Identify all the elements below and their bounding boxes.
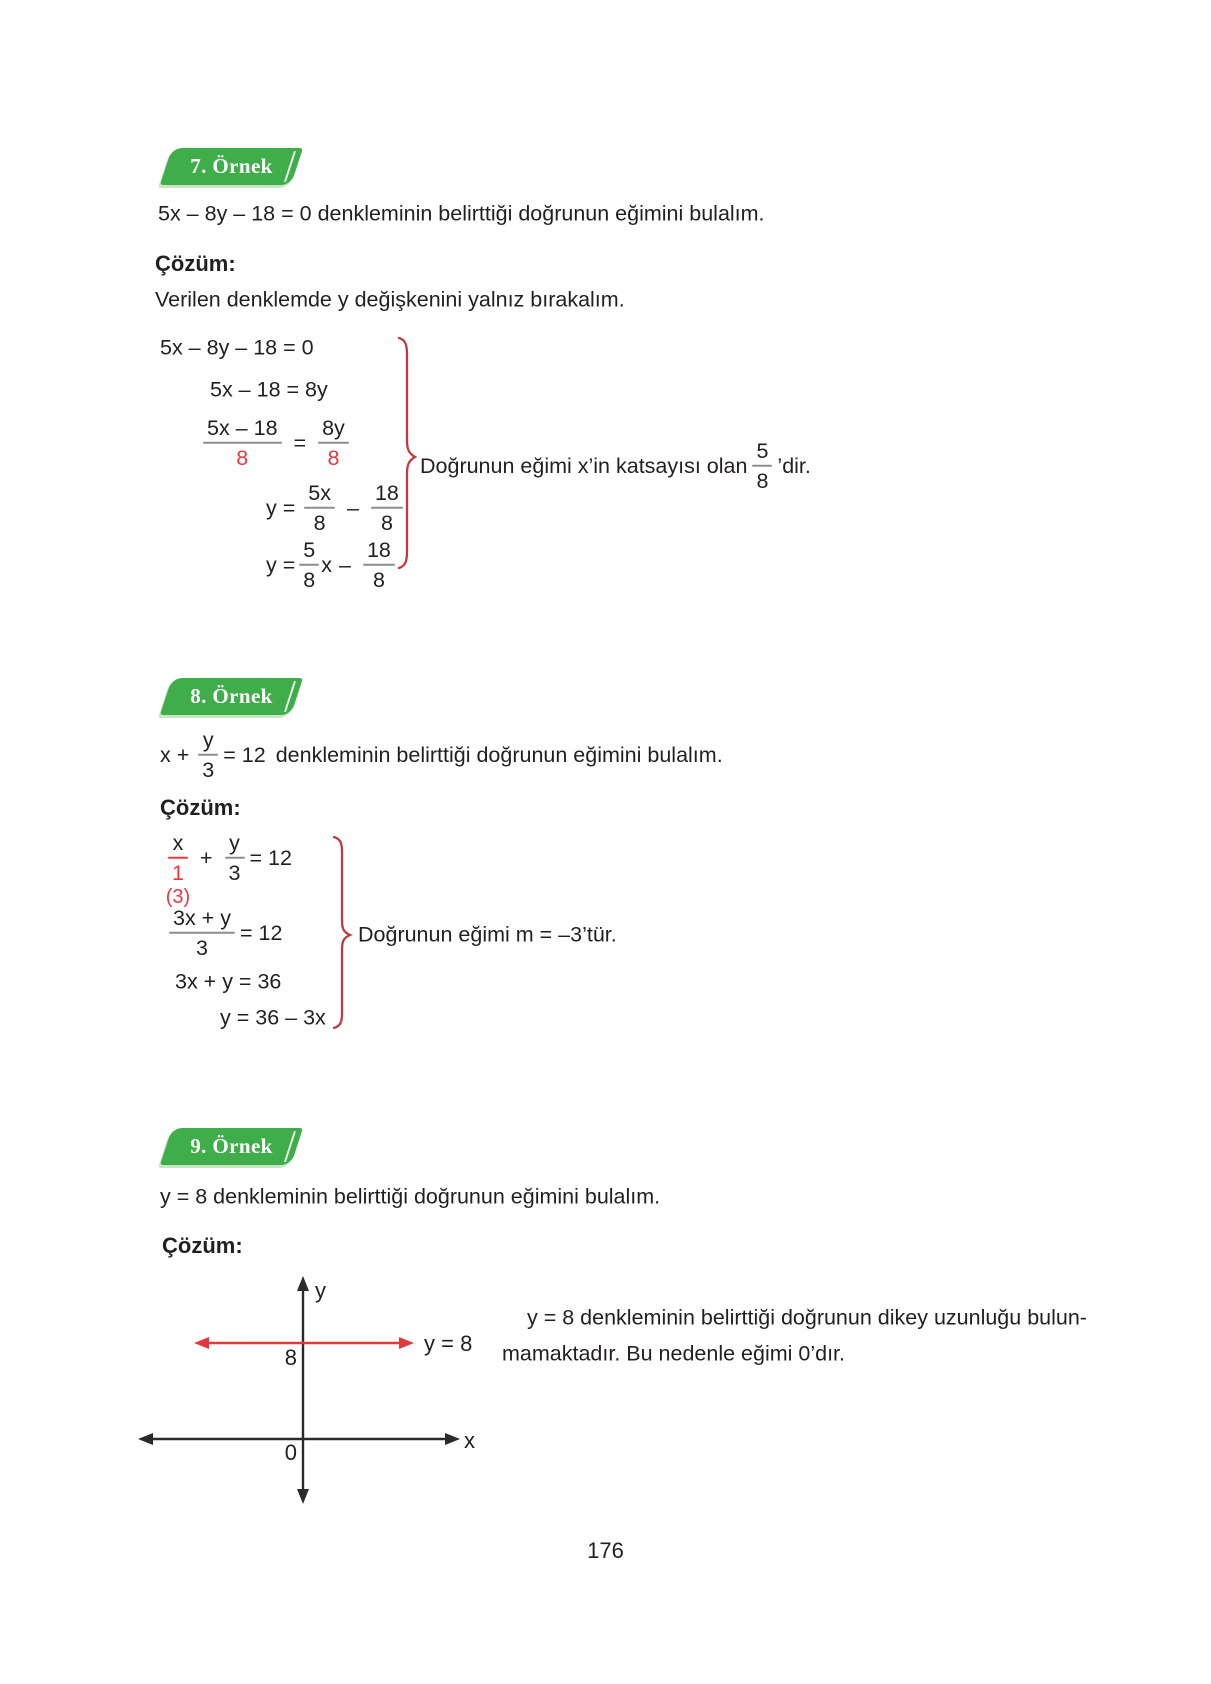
example-7-badge (160, 148, 303, 185)
multiplier-annotation: (3) (165, 886, 191, 909)
red-line-left-arrow-icon (194, 1337, 209, 1349)
fraction-bar (363, 564, 395, 566)
fraction-bar (304, 507, 335, 509)
origin-label: 0 (284, 1440, 297, 1465)
curly-brace-example-7 (396, 336, 418, 570)
example-8-step-3: 3x + y = 36 (175, 969, 282, 994)
example-7-note: Doğrunun eğimi x’in katsayısı olan $\frac{5}{8}$ ’dir. (420, 438, 811, 493)
x-axis-label: x (464, 1428, 475, 1453)
example-7-step-1: 5x – 8y – 18 = 0 (160, 335, 314, 360)
example-7-problem: 5x – 8y – 18 = 0 denkleminin belirttiği doğrunun eğimini bulalım. (158, 201, 765, 226)
fraction: $\frac{y}{3}$ (198, 728, 218, 782)
fraction-bar (225, 857, 245, 859)
example-8-badge (160, 678, 303, 715)
fraction: $\frac{5}{8}$ (299, 538, 319, 592)
fraction-bar (203, 442, 282, 444)
example-8-problem: x + $\frac{y}{3}$ = 12 denkleminin belirttiği doğrunun eğimini bulalım. (160, 727, 723, 782)
example-8-note: Doğrunun eğimi m = –3’tür. (358, 922, 617, 947)
fraction: $\frac{y}{3}$ (225, 831, 245, 885)
red-line-right-arrow-icon (399, 1337, 414, 1349)
fraction: $\frac{5}{8}$ (752, 439, 772, 493)
example-7-intro: Verilen denklemde y değişkenini yalnız bırakalım. (155, 287, 625, 312)
example-9-badge-label: 9. Örnek (190, 1134, 273, 1158)
example-9-note-line-1: y = 8 denkleminin belirttiği doğrunun dikey uzunluğu bulun- (527, 1305, 1087, 1330)
y-axis-label: y (315, 1278, 326, 1303)
fraction: $\frac{18}{8}$ (371, 481, 403, 535)
example-9-badge (160, 1128, 303, 1165)
fraction: $\frac{5x}{8}$ (304, 481, 335, 535)
example-7-step-4: y = $\frac{5x}{8}$ – $\frac{18}{8}$ (266, 481, 408, 535)
example-9-note-line-2: mamaktadır. Bu nedenle eğimi 0’dır. (502, 1341, 845, 1366)
example-7-step-3: $\frac{5x - 18}{8}$ = $\frac{8y}{8}$ (198, 416, 354, 470)
x-axis-left-arrow-icon (138, 1433, 153, 1445)
y-axis-down-arrow-icon (297, 1489, 309, 1504)
x-axis-right-arrow-icon (445, 1433, 460, 1445)
curly-brace-example-8 (331, 835, 353, 1032)
fraction-bar (752, 465, 772, 467)
fraction-bar (198, 754, 218, 756)
example-7-badge-label: 7. Örnek (190, 154, 273, 178)
fraction: $\frac{3x + y}{3}$ (169, 906, 235, 960)
fraction: $\frac{18}{8}$ (363, 538, 395, 592)
fraction-with-factor: x 1 (3) (165, 830, 191, 909)
example-7-step-5: y = $\frac{5}{8}$ x – $\frac{18}{8}$ (266, 538, 400, 592)
example-8-solution-heading: Çözüm: (160, 795, 241, 820)
fraction-bar (318, 442, 349, 444)
example-8-step-2: $\frac{3x + y}{3}$ = 12 (164, 906, 282, 960)
coordinate-graph (130, 1270, 490, 1515)
fraction-bar (299, 564, 319, 566)
fraction-bar (169, 932, 235, 934)
example-7-step-2: 5x – 18 = 8y (210, 377, 328, 402)
page-number: 176 (587, 1538, 624, 1563)
y-axis-up-arrow-icon (297, 1276, 309, 1291)
fraction-bar (168, 857, 188, 859)
example-9-problem: y = 8 denkleminin belirttiği doğrunun eğimini bulalım. (160, 1184, 661, 1209)
example-8-step-4: y = 36 – 3x (220, 1005, 326, 1030)
example-9-solution-heading: Çözüm: (162, 1233, 243, 1258)
example-8-step-1: x 1 (3) + $\frac{y}{3}$ = 12 (165, 830, 292, 909)
example-8-badge-label: 8. Örnek (190, 684, 273, 708)
fraction: $\frac{5x - 18}{8}$ (203, 416, 282, 470)
line-label: y = 8 (424, 1331, 473, 1356)
example-7-solution-heading: Çözüm: (155, 251, 236, 276)
y-intercept-label: 8 (284, 1345, 297, 1370)
fraction: $\frac{8y}{8}$ (318, 416, 349, 470)
